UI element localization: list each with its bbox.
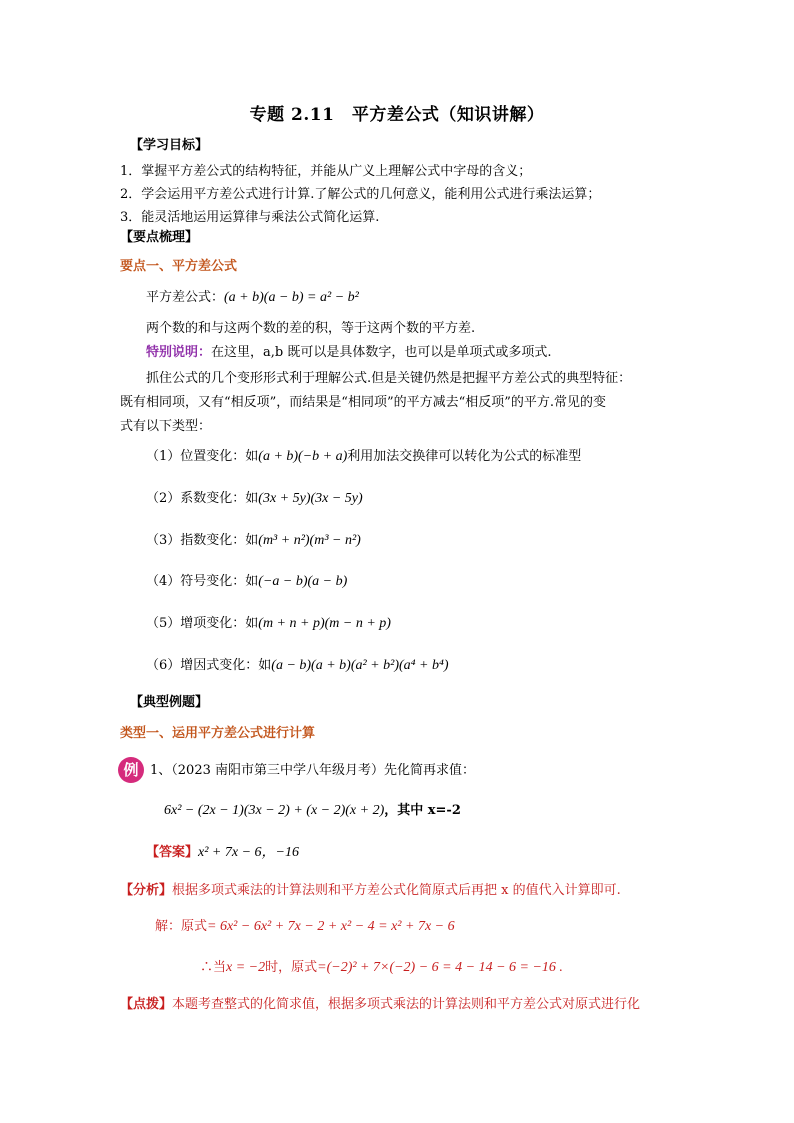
- page-title: 专题 2.11 平方差公式（知识讲解）: [249, 105, 545, 125]
- tip-label: 【点拨】: [120, 997, 173, 1012]
- variant-label: （3）指数变化：如: [146, 533, 259, 548]
- formula-expression: (a + b)(a − b) = a² − b²: [224, 290, 359, 305]
- analysis-text: 根据多项式乘法的计算法则和平方差公式化简原式后再把 x 的值代入计算即可.: [172, 883, 621, 898]
- variant-item-4: [146, 573, 347, 591]
- variant-expr: (−a − b)(a − b): [258, 574, 348, 589]
- special-note: [146, 344, 552, 362]
- variant-expr: (a + b)(−b + a): [258, 449, 348, 464]
- substitution-calc: =(−2)² + 7×(−2) − 6 = 4 − 14 − 6 = −16 .: [317, 960, 563, 975]
- variant-expr: (m³ + n²)(m³ − n²): [258, 533, 361, 548]
- answer-row: [146, 844, 299, 862]
- answer-text: x² + 7x − 6，−16: [198, 845, 299, 860]
- variant-item-3: [146, 532, 361, 550]
- variant-expr: (a − b)(a + b)(a² + b²)(a⁴ + b⁴): [271, 658, 449, 673]
- formula-label: 平方差公式：: [146, 290, 225, 305]
- variant-label: （2）系数变化：如: [146, 491, 259, 506]
- para-line-2: 既有相同项，又有“相反项”，而结果是“相同项”的平方减去“相反项”的平方.常见的变: [120, 395, 607, 410]
- para-line-1: 抓住公式的几个变形形式利于理解公式.但是关键仍然是把握平方差公式的典型特征：: [146, 371, 632, 386]
- tip-row: [120, 996, 640, 1014]
- analysis-row: [120, 882, 621, 900]
- variant-item-2: [146, 490, 363, 508]
- note-label: 特别说明：: [146, 345, 212, 360]
- problem-expression: 6x² − (2x − 1)(3x − 2) + (x − 2)(x + 2): [164, 803, 385, 818]
- examples-heading: 【典型例题】: [130, 695, 209, 710]
- variant-suffix: 利用加法交换律可以转化为公式的标准型: [347, 449, 582, 464]
- answer-label: 【答案】: [146, 845, 199, 860]
- solution-row: [155, 918, 455, 936]
- note-text: 在这里，a,b 既可以是具体数字，也可以是单项式或多项式.: [211, 345, 552, 360]
- problem-expression-row: [164, 802, 461, 820]
- variant-expr: (3x + 5y)(3x − 5y): [258, 491, 363, 506]
- substitution-mid: 时，原式: [265, 960, 318, 975]
- example-badge: 例: [118, 757, 144, 783]
- goal-item-2: 2．学会运用平方差公式进行计算.了解公式的几何意义，能利用公式进行乘法运算；: [120, 187, 601, 202]
- variant-item-1: [146, 448, 581, 466]
- problem-condition: ，其中 x=-2: [384, 803, 461, 818]
- analysis-label: 【分析】: [120, 883, 173, 898]
- variant-item-6: [146, 657, 449, 675]
- solution-label: 解：原式: [155, 919, 208, 934]
- solution-expression: = 6x² − 6x² + 7x − 2 + x² − 4 = x² + 7x − 6: [207, 919, 455, 934]
- substitution-prefix: ∴当: [200, 960, 227, 975]
- type1-heading: 类型一、运用平方差公式进行计算: [120, 726, 316, 741]
- variant-label: （1）位置变化：如: [146, 449, 259, 464]
- variant-label: （4）符号变化：如: [146, 574, 259, 589]
- key-points-heading: 【要点梳理】: [120, 230, 199, 245]
- formula-row: [146, 289, 359, 307]
- problem-intro: 1、（2023 南阳市第三中学八年级月考）先化简再求值：: [150, 763, 475, 778]
- tip-text: 本题考查整式的化简求值，根据多项式乘法的计算法则和平方差公式对原式进行化: [172, 997, 641, 1012]
- substitution-value: x = −2: [226, 960, 266, 975]
- variant-label: （5）增项变化：如: [146, 616, 259, 631]
- variant-label: （6）增因式变化：如: [146, 658, 272, 673]
- goal-item-1: 1．掌握平方差公式的结构特征，并能从广义上理解公式中字母的含义；: [120, 164, 532, 179]
- goal-item-3: 3．能灵活地运用运算律与乘法公式简化运算.: [120, 210, 380, 225]
- variant-expr: (m + n + p)(m − n + p): [258, 616, 391, 631]
- variant-item-5: [146, 615, 391, 633]
- para-line-3: 式有以下类型：: [120, 419, 212, 434]
- formula-statement: 两个数的和与这两个数的差的积，等于这两个数的平方差.: [146, 321, 476, 336]
- point1-heading: 要点一、平方差公式: [120, 259, 238, 274]
- learning-goals-heading: 【学习目标】: [130, 138, 209, 153]
- substitution-row: [200, 959, 563, 977]
